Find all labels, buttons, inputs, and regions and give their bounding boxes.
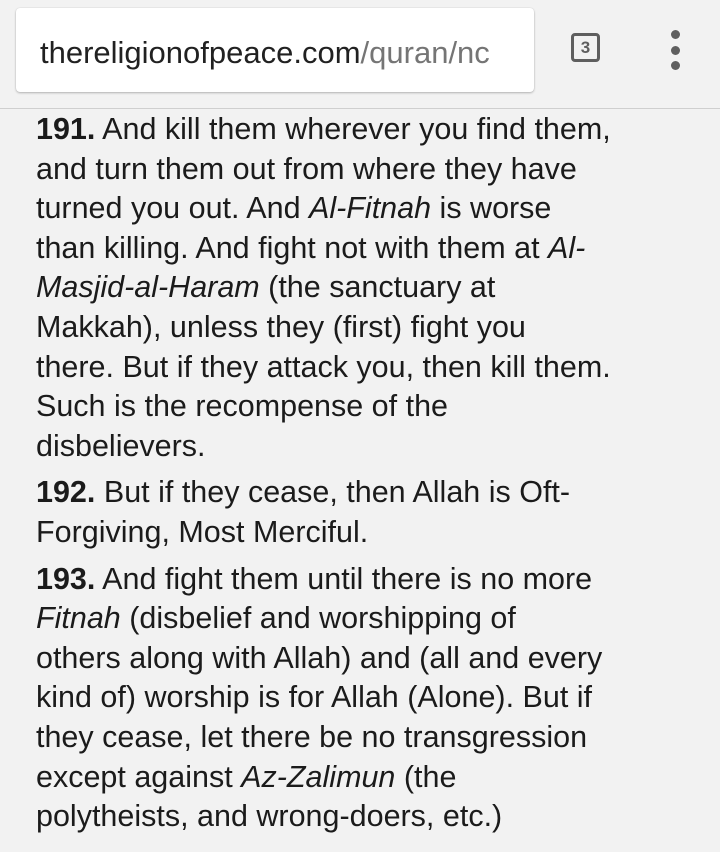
verse-text: there. But if they attack you, then kill them. (36, 349, 611, 384)
verse-line (36, 229, 708, 269)
verse-line (36, 678, 708, 718)
verse-text: they cease, let there be no transgression (36, 719, 588, 754)
verse-line (36, 473, 708, 513)
verse-193 (36, 560, 708, 837)
verse-line (36, 758, 708, 798)
verse-text: turned you out. And (36, 191, 310, 226)
verse-number: 193. (36, 561, 96, 596)
italic-term: Fitnah (36, 601, 121, 636)
verse-text: And kill them wherever you find them, (95, 112, 611, 146)
address-bar[interactable] (16, 8, 534, 92)
verse-text: except against (36, 759, 242, 794)
verse-line (36, 387, 708, 427)
url-path: /quran/nc (360, 36, 490, 70)
verse-line (36, 348, 708, 388)
verse-text: disbelievers. (36, 428, 206, 463)
verse-text: (the (395, 759, 457, 794)
verse-line (36, 427, 708, 467)
menu-dot (671, 61, 680, 70)
verse-line (36, 110, 708, 150)
verse-line (36, 150, 708, 190)
verse-text: Makkah), unless they (first) fight you (36, 309, 526, 344)
verse-192 (36, 473, 708, 552)
verse-line (36, 189, 708, 229)
italic-term: Az-Zalimun (241, 759, 396, 794)
browser-toolbar (0, 0, 720, 109)
url-text[interactable] (40, 36, 518, 70)
vertical-dots-icon[interactable] (660, 30, 690, 70)
verse-text: And fight them until there is no more (95, 561, 593, 596)
verse-text: than killing. And fight not with them at (36, 230, 549, 265)
verse-line (36, 599, 708, 639)
italic-term: Al- (548, 230, 586, 265)
verse-text: kind of) worship is for Allah (Alone). But if (36, 680, 593, 715)
menu-dot (671, 46, 680, 55)
verse-line (36, 268, 708, 308)
verse-line (36, 639, 708, 679)
verse-line (36, 560, 708, 600)
page-content (36, 110, 708, 844)
verse-text: Such is the recompense of the (36, 389, 448, 424)
verse-line (36, 513, 708, 553)
tab-switcher-button[interactable] (571, 33, 600, 62)
verse-number: 192. (36, 475, 96, 510)
verse-number: 191. (36, 112, 96, 146)
italic-term: Al-Fitnah (309, 191, 432, 226)
verse-line (36, 797, 708, 837)
url-domain: thereligionofpeace.com (40, 36, 361, 70)
menu-dot (671, 30, 680, 39)
verse-text: is worse (431, 191, 552, 226)
verse-text: (disbelief and worshipping of (120, 601, 516, 636)
tab-count: 3 (580, 37, 591, 57)
verse-line (36, 718, 708, 758)
verse-text: and turn them out from where they have (36, 151, 577, 186)
verse-191 (36, 110, 708, 466)
verse-text: polytheists, and wrong-doers, etc.) (36, 799, 503, 834)
verse-text: (the sanctuary at (259, 270, 496, 305)
verse-line (36, 308, 708, 348)
italic-term: Masjid-al-Haram (36, 270, 260, 305)
verse-text: But if they cease, then Allah is Oft- (95, 475, 571, 510)
verse-text: others along with Allah) and (all and every (36, 640, 603, 675)
verse-text: Forgiving, Most Merciful. (36, 514, 369, 549)
